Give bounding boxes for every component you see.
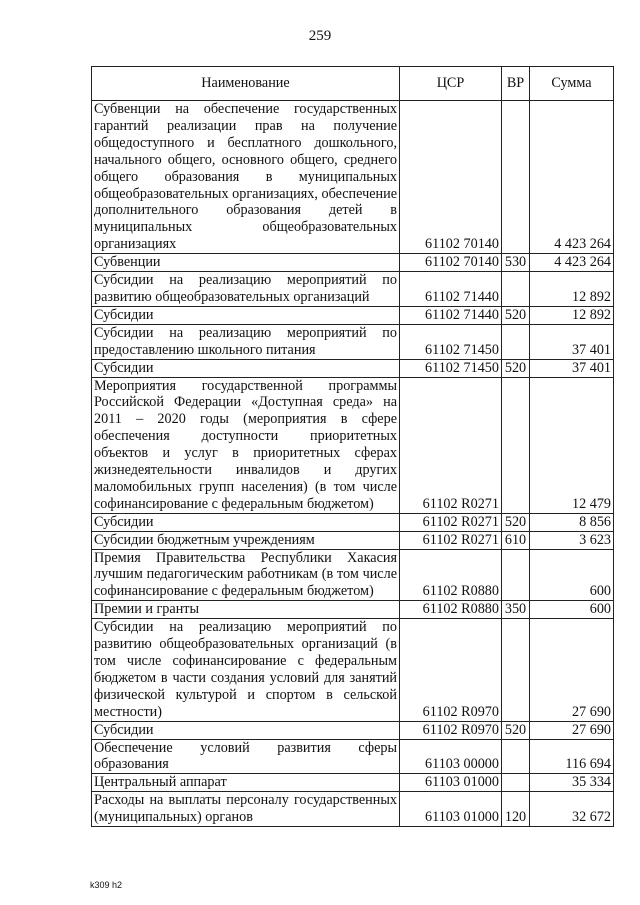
cell-vr xyxy=(502,774,530,792)
cell-sum: 37 401 xyxy=(530,359,614,377)
table-row xyxy=(92,774,614,792)
cell-vr xyxy=(502,324,530,359)
cell-csr: 61102 R0970 xyxy=(400,619,502,721)
cell-vr: 610 xyxy=(502,531,530,549)
table-row xyxy=(92,739,614,774)
cell-sum: 8 856 xyxy=(530,513,614,531)
header-sum: Сумма xyxy=(530,67,614,101)
header-name: Наименование xyxy=(92,67,400,101)
cell-vr: 520 xyxy=(502,721,530,739)
table-row xyxy=(92,377,614,513)
cell-sum: 600 xyxy=(530,549,614,601)
page-number: 259 xyxy=(308,28,332,44)
cell-vr: 530 xyxy=(502,254,530,272)
table-row xyxy=(92,359,614,377)
header-csr: ЦСР xyxy=(400,67,502,101)
cell-name: Расходы на выплаты персоналу государственных (муниципальных) органов xyxy=(92,792,400,827)
table-header-row xyxy=(92,67,614,101)
header-vr: ВР xyxy=(502,67,530,101)
cell-vr xyxy=(502,619,530,721)
cell-sum: 37 401 xyxy=(530,324,614,359)
cell-name: Центральный аппарат xyxy=(92,774,400,792)
cell-name: Субвенции на обеспечение государственных гарантий реализации прав на получение общедоступного и бесплатного дошкольного, начального общего, основного общего, среднего общего образования в муниципальных общеобразовательных организациях, обеспечение дополнительного образования детей в муниципальных общеобразовательных организациях xyxy=(92,101,400,254)
cell-sum: 27 690 xyxy=(530,721,614,739)
cell-csr: 61102 71450 xyxy=(400,359,502,377)
cell-name: Субсидии на реализацию мероприятий по развитию общеобразовательных организаций (в том числе софинансирование с федеральным бюджетом в части создания условий для занятий физической культурой и спортом в сельской местности) xyxy=(92,619,400,721)
cell-csr: 61102 R0970 xyxy=(400,721,502,739)
cell-name: Субсидии бюджетным учреждениям xyxy=(92,531,400,549)
footer-code: k309 h2 xyxy=(90,880,123,890)
table-body xyxy=(92,101,614,827)
cell-sum: 12 479 xyxy=(530,377,614,513)
cell-vr: 120 xyxy=(502,792,530,827)
cell-name: Субвенции xyxy=(92,254,400,272)
cell-vr xyxy=(502,272,530,307)
table-row xyxy=(92,792,614,827)
table-row xyxy=(92,254,614,272)
table-row xyxy=(92,549,614,601)
table-row xyxy=(92,619,614,721)
cell-csr: 61103 01000 xyxy=(400,774,502,792)
cell-name: Субсидии xyxy=(92,359,400,377)
cell-name: Субсидии на реализацию мероприятий по развитию общеобразовательных организаций xyxy=(92,272,400,307)
cell-vr: 520 xyxy=(502,359,530,377)
cell-csr: 61102 71440 xyxy=(400,272,502,307)
cell-csr: 61102 71450 xyxy=(400,324,502,359)
cell-name: Премия Правительства Республики Хакасия лучшим педагогическим работникам (в том числе софинансирование с федеральным бюджетом) xyxy=(92,549,400,601)
cell-vr xyxy=(502,549,530,601)
cell-sum: 12 892 xyxy=(530,306,614,324)
cell-csr: 61102 R0880 xyxy=(400,601,502,619)
cell-vr xyxy=(502,101,530,254)
cell-csr: 61102 R0880 xyxy=(400,549,502,601)
cell-csr: 61103 00000 xyxy=(400,739,502,774)
cell-name: Премии и гранты xyxy=(92,601,400,619)
cell-sum: 4 423 264 xyxy=(530,254,614,272)
budget-table xyxy=(91,66,614,827)
table-row xyxy=(92,101,614,254)
cell-name: Субсидии xyxy=(92,513,400,531)
table-row xyxy=(92,513,614,531)
cell-csr: 61102 R0271 xyxy=(400,377,502,513)
cell-sum: 12 892 xyxy=(530,272,614,307)
cell-name: Субсидии xyxy=(92,306,400,324)
table-row xyxy=(92,601,614,619)
cell-name: Субсидии на реализацию мероприятий по предоставлению школьного питания xyxy=(92,324,400,359)
cell-csr: 61102 R0271 xyxy=(400,513,502,531)
cell-csr: 61102 70140 xyxy=(400,101,502,254)
cell-name: Мероприятия государственной программы Российской Федерации «Доступная среда» на 2011 – 2020 годы (мероприятия в сфере обеспечения доступности приоритетных объектов и услуг в приоритетных сферах жизнедеятельности инвалидов и других маломобильных групп населения) (в том числе софинансирование с федеральным бюджетом) xyxy=(92,377,400,513)
cell-sum: 3 623 xyxy=(530,531,614,549)
cell-sum: 32 672 xyxy=(530,792,614,827)
cell-name: Субсидии xyxy=(92,721,400,739)
table-row xyxy=(92,324,614,359)
cell-csr: 61103 01000 xyxy=(400,792,502,827)
table-row xyxy=(92,721,614,739)
table-row xyxy=(92,272,614,307)
cell-csr: 61102 70140 xyxy=(400,254,502,272)
cell-sum: 4 423 264 xyxy=(530,101,614,254)
cell-vr xyxy=(502,377,530,513)
cell-sum: 600 xyxy=(530,601,614,619)
table-row xyxy=(92,531,614,549)
cell-name: Обеспечение условий развития сферы образования xyxy=(92,739,400,774)
cell-vr: 520 xyxy=(502,513,530,531)
cell-sum: 35 334 xyxy=(530,774,614,792)
cell-csr: 61102 R0271 xyxy=(400,531,502,549)
table-row xyxy=(92,306,614,324)
cell-vr xyxy=(502,739,530,774)
cell-csr: 61102 71440 xyxy=(400,306,502,324)
cell-sum: 116 694 xyxy=(530,739,614,774)
cell-vr: 350 xyxy=(502,601,530,619)
cell-vr: 520 xyxy=(502,306,530,324)
cell-sum: 27 690 xyxy=(530,619,614,721)
